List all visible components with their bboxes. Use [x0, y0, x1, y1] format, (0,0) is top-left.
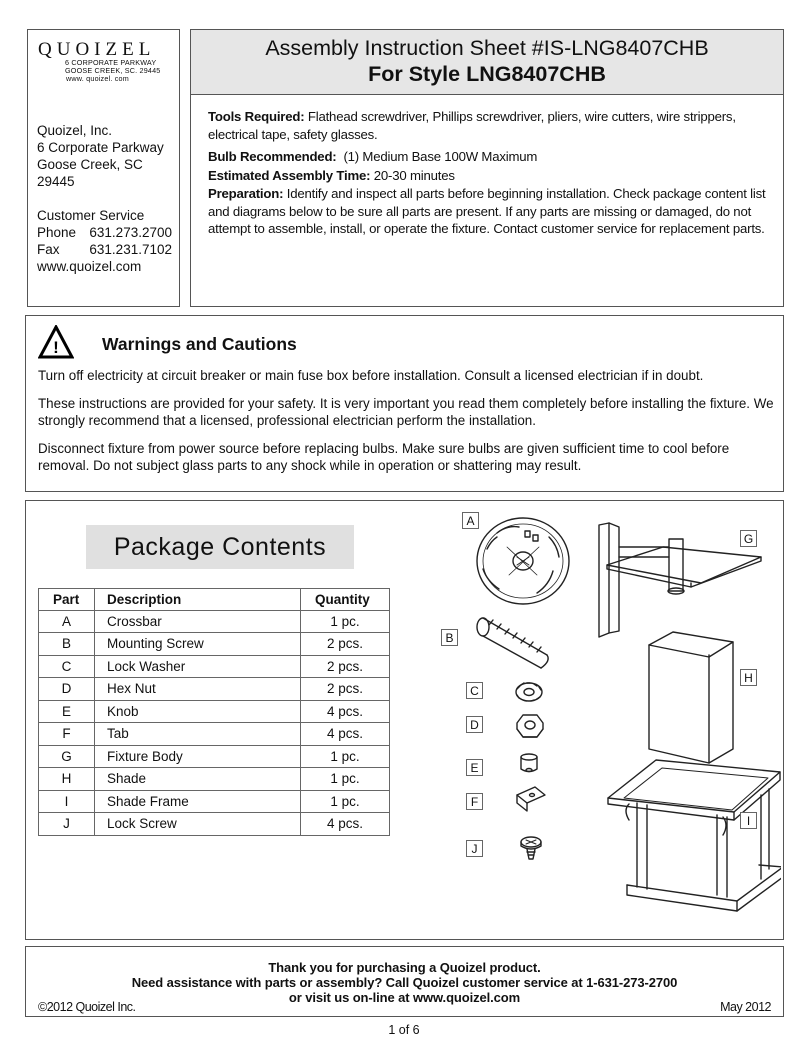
diagram-label-a: A	[462, 512, 479, 529]
brand-address	[65, 59, 160, 83]
part-quantity: 4 pcs.	[301, 723, 390, 746]
warning-paragraph-1: Turn off electricity at circuit breaker or main fuse box before installation. Consult a licensed electrician if in doubt.	[38, 368, 704, 383]
part-quantity: 1 pc.	[301, 768, 390, 791]
diagram-label-h: H	[740, 669, 757, 686]
lock-screw-illustration	[521, 837, 541, 859]
table-header-row	[39, 589, 390, 611]
part-description: Lock Washer	[95, 655, 301, 678]
time-text: 20-30 minutes	[373, 167, 455, 183]
bulb-recommended	[208, 148, 768, 166]
brand-address-line2: GOOSE CREEK, SC. 29445	[65, 66, 161, 75]
part-letter: J	[39, 813, 95, 836]
part-quantity: 2 pcs.	[301, 655, 390, 678]
phone-label: Phone	[37, 225, 77, 240]
brand-address-line1: 6 CORPORATE PARKWAY	[65, 58, 157, 67]
lock-washer-illustration	[516, 683, 542, 701]
part-letter: A	[39, 610, 95, 633]
part-description: Lock Screw	[95, 813, 301, 836]
part-quantity: 2 pcs.	[301, 633, 390, 656]
warning-paragraph-3: Disconnect fixture from power source before replacing bulbs. Make sure bulbs are given sufficient time to cool before removal. Do not subject glass parts to any shock while in operation or shattering may result.	[38, 441, 730, 473]
warning-triangle-icon	[38, 325, 74, 359]
brand-logo: QUOIZEL	[38, 39, 156, 60]
company-zip: 29445	[37, 174, 75, 189]
part-letter: E	[39, 700, 95, 723]
fax-label: Fax	[37, 242, 60, 257]
part-description: Tab	[95, 723, 301, 746]
part-letter: C	[39, 655, 95, 678]
diagram-label-j: J	[466, 840, 483, 857]
warning-paragraph-2: These instructions are provided for your safety. It is very important you read them completely before installing the fixture. We strongly recommend that a licensed, professional electrician perform the installation.	[38, 396, 774, 428]
mounting-screw-illustration	[477, 618, 548, 668]
part-quantity: 1 pc.	[301, 790, 390, 813]
bulb-text: (1) Medium Base 100W Maximum	[343, 149, 538, 164]
tools-text: Flathead screwdriver, Phillips screwdriver, pliers, wire cutters, wire strippers, electrical tape, safety glasses.	[208, 109, 736, 142]
diagram-label-d: D	[466, 716, 483, 733]
table-row	[39, 745, 390, 768]
package-contents-panel	[25, 500, 784, 940]
footer-thanks: Thank you for purchasing a Quoizel product.	[268, 960, 541, 975]
column-header-description: Description	[95, 589, 301, 611]
table-row	[39, 813, 390, 836]
part-description: Fixture Body	[95, 745, 301, 768]
part-description: Knob	[95, 700, 301, 723]
warnings-title: Warnings and Cautions	[102, 334, 297, 354]
company-address	[37, 122, 164, 190]
fixture-body-illustration	[599, 523, 761, 637]
footer-date: May 2012	[720, 1000, 771, 1014]
table-row	[39, 610, 390, 633]
table-row	[39, 723, 390, 746]
company-city: Goose Creek, SC	[37, 157, 143, 172]
brand-website[interactable]: www. quoizel. com	[66, 74, 129, 83]
customer-service-info	[37, 207, 172, 275]
part-description: Shade	[95, 768, 301, 791]
footer-assistance: Need assistance with parts or assembly? Call Quoizel customer service at 1-631-273-2700	[131, 975, 678, 990]
crossbar-illustration	[477, 518, 569, 604]
bulb-label: Bulb Recommended:	[208, 149, 337, 164]
page-number: 1 of 6	[388, 1023, 420, 1037]
diagram-label-e: E	[466, 759, 483, 776]
company-street: 6 Corporate Parkway	[37, 140, 164, 155]
part-quantity: 4 pcs.	[301, 700, 390, 723]
phone-row	[37, 224, 172, 241]
preparation	[208, 185, 768, 238]
footer-copyright: ©2012 Quoizel Inc.	[38, 1000, 136, 1014]
table-row	[39, 700, 390, 723]
footer-website[interactable]: or visit us on-line at www.quoizel.com	[288, 990, 521, 1005]
requirements-info	[208, 108, 768, 239]
fax-row	[37, 241, 172, 258]
time-label: Estimated Assembly Time:	[208, 167, 371, 183]
prep-label: Preparation:	[208, 186, 284, 201]
diagram-label-f: F	[466, 793, 483, 810]
assembly-time	[208, 167, 768, 185]
part-description: Mounting Screw	[95, 633, 301, 656]
page-subtitle: For Style LNG8407CHB	[368, 62, 606, 86]
company-info-panel	[27, 29, 180, 307]
fax-number: 631.231.7102	[89, 242, 172, 257]
part-letter: I	[39, 790, 95, 813]
company-name: Quoizel, Inc.	[37, 123, 113, 138]
part-letter: F	[39, 723, 95, 746]
page-divider	[25, 1016, 784, 1017]
warning-glyph: !	[53, 338, 59, 357]
part-letter: B	[39, 633, 95, 656]
warnings-panel	[25, 315, 784, 492]
footer-panel	[25, 946, 784, 1016]
package-contents-title: Package Contents	[86, 525, 354, 569]
part-quantity: 2 pcs.	[301, 678, 390, 701]
tab-illustration	[517, 787, 545, 811]
parts-diagram	[431, 513, 781, 913]
part-quantity: 4 pcs.	[301, 813, 390, 836]
column-header-part: Part	[39, 589, 95, 611]
customer-service-label: Customer Service	[37, 208, 145, 223]
phone-number: 631.273.2700	[89, 225, 172, 240]
table-row	[39, 655, 390, 678]
diagram-label-b: B	[441, 629, 458, 646]
company-web[interactable]: www.quoizel.com	[37, 259, 142, 274]
tools-required	[208, 108, 768, 143]
column-header-quantity: Quantity	[301, 589, 390, 611]
part-description: Shade Frame	[95, 790, 301, 813]
table-row	[39, 790, 390, 813]
instruction-header-panel	[190, 29, 784, 307]
part-letter: H	[39, 768, 95, 791]
part-letter: G	[39, 745, 95, 768]
diagram-label-g: G	[740, 530, 757, 547]
diagram-label-i: I	[740, 812, 757, 829]
part-description: Crossbar	[95, 610, 301, 633]
part-quantity: 1 pc.	[301, 745, 390, 768]
tools-label: Tools Required:	[208, 109, 305, 124]
knob-illustration	[521, 754, 537, 772]
table-row	[39, 678, 390, 701]
hex-nut-illustration	[517, 715, 543, 737]
part-description: Hex Nut	[95, 678, 301, 701]
prep-text: Identify and inspect all parts before beginning installation. Check package content list and diagrams below to be sure all parts are present. If any parts are missing or damaged, do not attempt to assemble, install, or operate the fixture. Contact customer service for replacement parts.	[208, 186, 766, 236]
shade-illustration	[649, 632, 733, 763]
table-row	[39, 633, 390, 656]
part-quantity: 1 pc.	[301, 610, 390, 633]
page-title: Assembly Instruction Sheet #IS-LNG8407CHB	[265, 36, 709, 60]
table-row	[39, 768, 390, 791]
shade-frame-illustration	[608, 760, 781, 911]
diagram-label-c: C	[466, 682, 483, 699]
part-letter: D	[39, 678, 95, 701]
title-band	[191, 30, 783, 95]
parts-table	[38, 588, 390, 836]
